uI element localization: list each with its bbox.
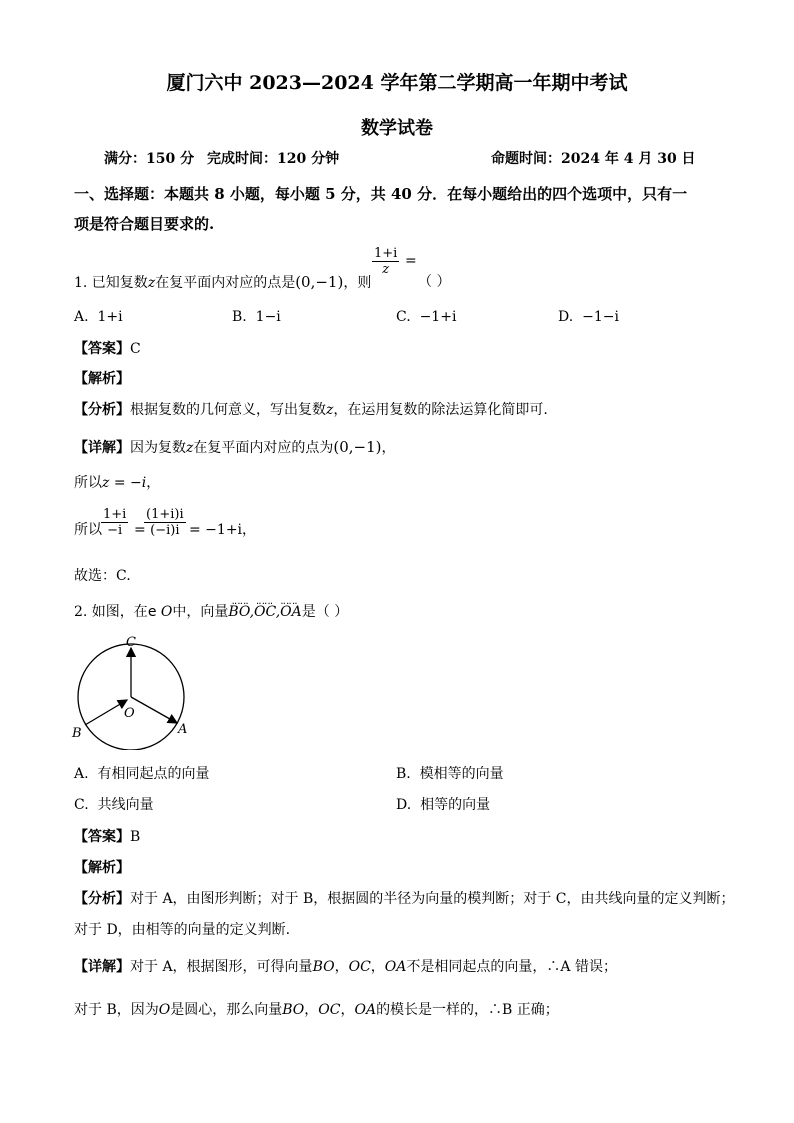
question-1-equals: = <box>405 253 417 269</box>
q1-jiexi-tag: 【解析】 <box>74 371 130 387</box>
q2-answer: 【答案】B <box>74 829 141 845</box>
question-1-stem: 1. 已知复数z在复平面内对应的点是(0,−1)，则 <box>74 273 372 291</box>
q1-option-c[interactable]: C. −1+i <box>396 309 457 325</box>
q2-option-b[interactable]: B. 模相等的向量 <box>396 766 504 782</box>
q1-analysis: 【分析】根据复数的几何意义，写出复数z，在运用复数的除法运算化简即可. <box>74 402 548 418</box>
page-subtitle: 数学试卷 <box>361 118 433 139</box>
q1-answer: 【答案】C <box>74 341 141 357</box>
circle-vector-figure <box>68 630 198 750</box>
question-1-fraction: $\frac{1+i}{z}$ <box>374 246 398 277</box>
exam-time: 完成时间：120 分钟 <box>207 151 340 167</box>
question-1-paren: （ ） <box>418 274 451 290</box>
vector-bo <box>85 700 127 725</box>
label-b: B <box>72 726 82 741</box>
section-heading-line1: 一、选择题：本题共 8 小题，每小题 5 分，共 40 分．在每小题给出的四个选项中，只有一 <box>74 185 688 203</box>
q2-analysis-line2: 对于 D，由相等的向量的定义判断. <box>74 922 291 938</box>
q1-option-b[interactable]: B. 1−i <box>232 309 281 325</box>
q1-step-2-frac2: $\frac{(1+i)i}{(-i)i}$ <box>146 507 184 538</box>
q1-choice: 故选：C. <box>74 568 131 584</box>
label-a: A <box>178 722 188 737</box>
q2-option-a[interactable]: A. 有相同起点的向量 <box>74 766 210 782</box>
q1-option-a[interactable]: A. 1+i <box>74 309 123 325</box>
q2-detail-b: 对于 B，因为O是圆心，那么向量BO，OC，OA的模长是一样的，∴B 正确； <box>74 1002 559 1018</box>
q1-step-2-eq: = <box>134 522 146 538</box>
q1-option-d[interactable]: D. −1−i <box>558 309 619 325</box>
q1-step-2-label: 所以 <box>74 522 102 538</box>
q2-option-c[interactable]: C. 共线向量 <box>74 797 154 813</box>
question-2-stem: 2. 如图，在e O中，向量BO,OC,OA是（ ） <box>74 604 349 620</box>
exam-score: 满分：150 分 <box>104 151 195 167</box>
q1-step-2-frac1: $\frac{1+i}{-i}$ <box>103 507 127 538</box>
q1-step-1: 所以z = −i， <box>74 475 161 491</box>
q2-option-d[interactable]: D. 相等的向量 <box>396 797 491 813</box>
label-o: O <box>124 706 135 721</box>
q2-vector-marks: ꓺꓺꓺ ꓺꓺꓺ ꓺꓺꓺ <box>232 597 299 606</box>
vector-oa <box>131 697 177 723</box>
q2-analysis-line1: 【分析】对于 A，由图形判断；对于 B，根据圆的半径为向量的模判断；对于 C，由共线向量的定义判断； <box>74 891 735 907</box>
q2-detail-a: 【详解】对于 A，根据图形，可得向量BO，OC，OA不是相同起点的向量，∴A 错误； <box>74 959 617 975</box>
label-c: C <box>126 635 136 650</box>
q1-detail: 【详解】因为复数z在复平面内对应的点为(0,−1)， <box>74 438 396 456</box>
exam-date: 命题时间：2024 年 4 月 30 日 <box>491 151 696 167</box>
section-heading-line2: 项是符合题目要求的. <box>74 215 215 233</box>
q2-jiexi-tag: 【解析】 <box>74 860 130 876</box>
page-title: 厦门六中 2023—2024 学年第二学期高一年期中考试 <box>166 72 628 94</box>
q1-step-2-result: = −1+i， <box>189 522 257 538</box>
